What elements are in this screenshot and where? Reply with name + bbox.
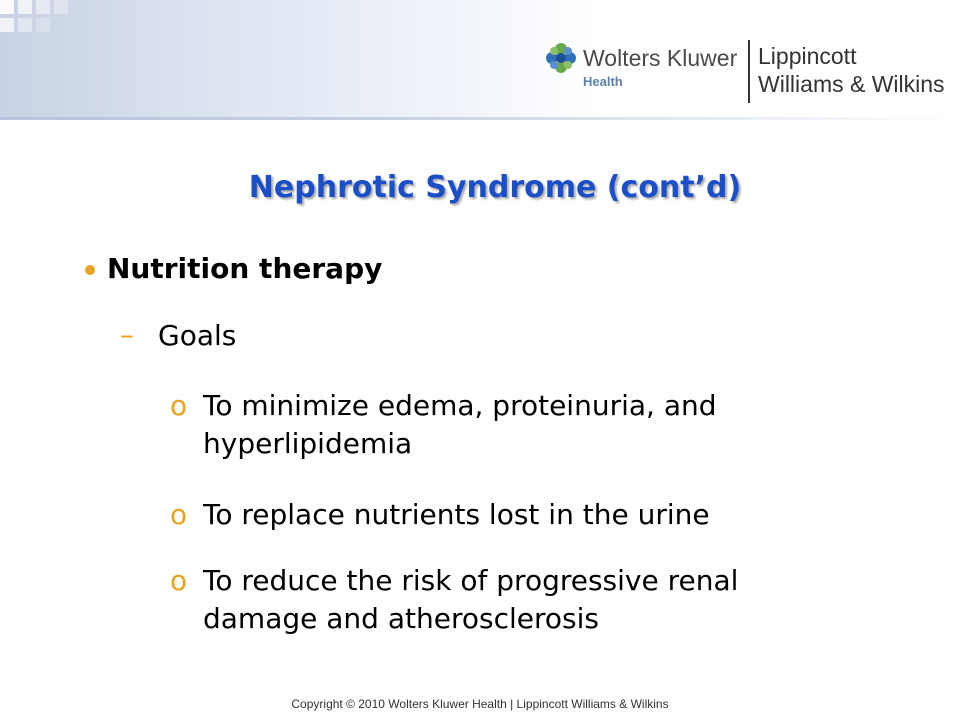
brand-subtitle: Health [583,74,623,89]
goal-marker: o [170,498,188,531]
partner-name-line1: Lippincott [758,43,857,69]
goal-1-line1: To minimize edema, proteinuria, and [203,389,717,422]
bullet-dot-icon [85,265,95,275]
goal-1-line2: hyperlipidemia [203,427,413,460]
sub-bullet-goals: Goals [158,319,237,352]
partner-name-line2: Williams & Wilkins [758,71,945,97]
brand-name: Wolters Kluwer [583,45,738,71]
slide-title: Nephrotic Syndrome (cont’d) [248,170,742,205]
dash-marker: – [120,318,134,351]
bullet-nutrition-therapy: Nutrition therapy [107,252,383,285]
goal-3-line2: damage and atherosclerosis [203,602,599,635]
goal-2-line1: To replace nutrients lost in the urine [203,498,710,531]
goal-marker: o [170,564,188,597]
goal-marker: o [170,389,188,422]
goal-3-line1: To reduce the risk of progressive renal [203,564,739,597]
copyright-footer: Copyright © 2010 Wolters Kluwer Health | Lippincott Williams & Wilkins [291,697,669,711]
